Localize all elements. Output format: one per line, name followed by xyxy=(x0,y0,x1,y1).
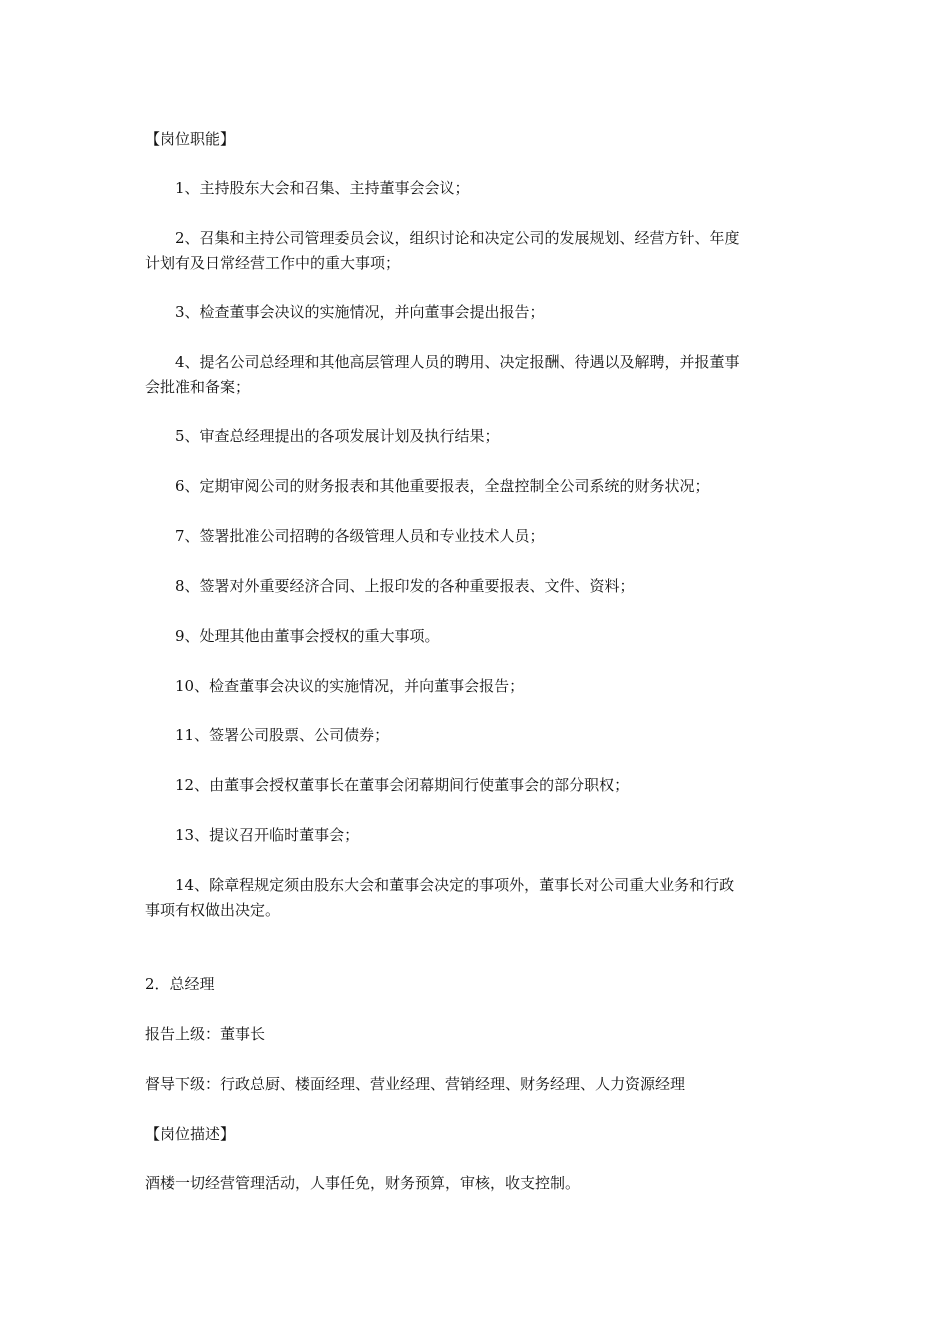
duty-item-2: 2、召集和主持公司管理委员会议，组织讨论和决定公司的发展规划、经营方针、年度 xyxy=(175,229,740,247)
duty-item-4-cont: 会批准和备案； xyxy=(145,378,251,396)
duty-item-9: 9、处理其他由董事会授权的重大事项。 xyxy=(175,627,440,645)
duty-item-3: 3、检查董事会决议的实施情况，并向董事会提出报告； xyxy=(175,303,545,321)
reports-to: 报告上级：董事长 xyxy=(145,1025,266,1043)
duty-item-1: 1、主持股东大会和召集、主持董事会会议； xyxy=(175,179,470,197)
duty-item-13: 13、提议召开临时董事会； xyxy=(175,826,360,844)
duty-item-14: 14、除章程规定须由股东大会和董事会决定的事项外，董事长对公司重大业务和行政 xyxy=(175,876,735,894)
duty-item-5: 5、审查总经理提出的各项发展计划及执行结果； xyxy=(175,427,500,445)
duty-item-14-cont: 事项有权做出决定。 xyxy=(145,901,281,919)
duty-item-2-cont: 计划有及日常经营工作中的重大事项； xyxy=(145,254,401,272)
duty-item-8: 8、签署对外重要经济合同、上报印发的各种重要报表、文件、资料； xyxy=(175,577,635,595)
duty-item-12: 12、由董事会授权董事长在董事会闭幕期间行使董事会的部分职权； xyxy=(175,776,630,794)
duty-item-4: 4、提名公司总经理和其他高层管理人员的聘用、决定报酬、待遇以及解聘，并报董事 xyxy=(175,353,740,371)
duty-item-7: 7、签署批准公司招聘的各级管理人员和专业技术人员； xyxy=(175,527,545,545)
section-heading-duties: 【岗位职能】 xyxy=(145,130,236,148)
supervises: 督导下级：行政总厨、楼面经理、营业经理、营销经理、财务经理、人力资源经理 xyxy=(145,1075,686,1093)
duty-item-6: 6、定期审阅公司的财务报表和其他重要报表，全盘控制全公司系统的财务状况； xyxy=(175,477,710,495)
job-description: 酒楼一切经营管理活动，人事任免，财务预算，审核，收支控制。 xyxy=(145,1174,581,1192)
duty-item-10: 10、检查董事会决议的实施情况，并向董事会报告； xyxy=(175,677,525,695)
section-heading-description: 【岗位描述】 xyxy=(145,1125,236,1143)
duty-item-11: 11、签署公司股票、公司债券； xyxy=(175,726,390,744)
section-title-general-manager: 2．总经理 xyxy=(145,975,215,993)
